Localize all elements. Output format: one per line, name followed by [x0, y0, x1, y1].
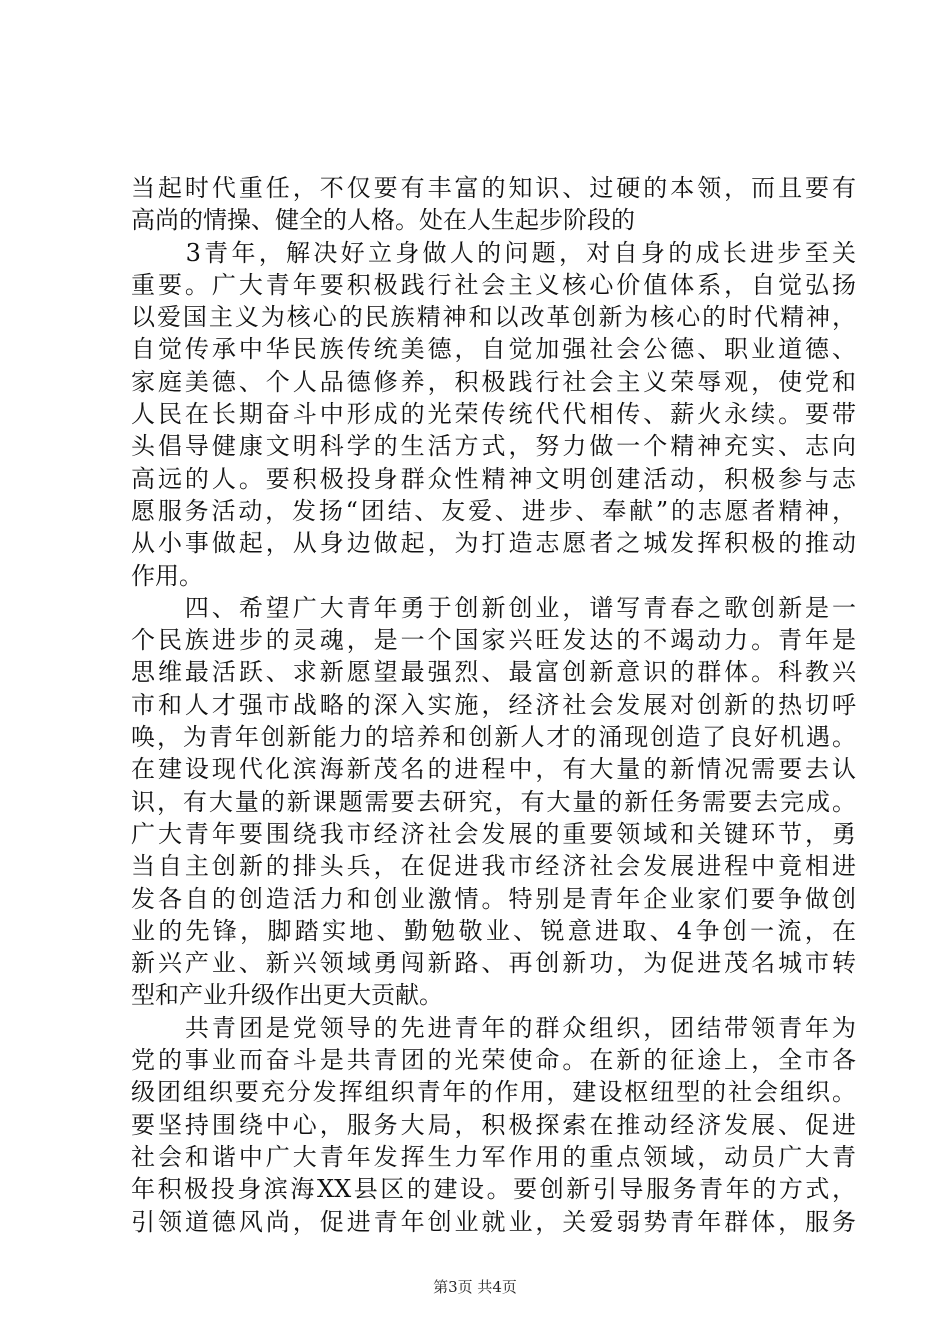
text-line: 高远的人。要积极投身群众性精神文明创建活动，积极参与志: [131, 464, 856, 493]
page-footer: 第3页 共4页: [433, 1278, 517, 1296]
text-line: 思维最活跃、求新愿望最强烈、最富创新意识的群体。科教兴: [131, 658, 856, 687]
text-line: 3青年，解决好立身做人的问题，对自身的成长进步至关: [131, 238, 856, 267]
text-line: 新兴产业、新兴领域勇闯新路、再创新功，为促进茂名城市转: [131, 949, 856, 978]
text-line: 在建设现代化滨海新茂名的进程中，有大量的新情况需要去认: [131, 755, 856, 784]
text-line: 愿服务活动，发扬“团结、友爱、进步、奉献”的志愿者精神，: [131, 496, 856, 525]
text-line: 当起时代重任，不仅要有丰富的知识、过硬的本领，而且要有: [131, 174, 856, 202]
text-line: 社会和谐中广大青年发挥生力军作用的重点领域，动员广大青: [131, 1142, 856, 1171]
text-line: 头倡导健康文明科学的生活方式，努力做一个精神充实、志向: [131, 432, 856, 461]
document-body: [131, 172, 856, 1238]
text-line: 市和人才强市战略的深入实施，经济社会发展对创新的热切呼: [131, 690, 856, 719]
text-line: 以爱国主义为核心的民族精神和以改革创新为核心的时代精神，: [131, 303, 856, 332]
text-line: 作用。: [131, 561, 203, 590]
text-line: 党的事业而奋斗是共青团的光荣使命。在新的征途上，全市各: [131, 1046, 856, 1075]
text-line: 唤，为青年创新能力的培养和创新人才的涌现创造了良好机遇。: [131, 723, 856, 752]
text-line: 识，有大量的新课题需要去研究，有大量的新任务需要去完成。: [131, 787, 856, 816]
text-line: 四、希望广大青年勇于创新创业，谱写青春之歌创新是一: [131, 593, 856, 622]
text-line: 业的先锋，脚踏实地、勤勉敬业、锐意进取、4争创一流，在: [131, 916, 856, 945]
text-line: 级团组织要充分发挥组织青年的作用，建设枢纽型的社会组织。: [131, 1078, 856, 1107]
text-line: 共青团是党领导的先进青年的群众组织，团结带领青年为: [131, 1013, 856, 1042]
text-line: 年积极投身滨海XX县区的建设。要创新引导服务青年的方式，: [131, 1175, 856, 1204]
text-line: 引领道德风尚，促进青年创业就业，关爱弱势青年群体，服务: [131, 1207, 856, 1236]
text-line: 从小事做起，从身边做起，为打造志愿者之城发挥积极的推动: [131, 529, 856, 558]
text-line: 重要。广大青年要积极践行社会主义核心价值体系，自觉弘扬: [131, 270, 856, 299]
text-line: 自觉传承中华民族传统美德，自觉加强社会公德、职业道德、: [131, 335, 856, 364]
text-line: 个民族进步的灵魂，是一个国家兴旺发达的不竭动力。青年是: [131, 626, 856, 655]
text-line: 要坚持围绕中心，服务大局，积极探索在推动经济发展、促进: [131, 1110, 856, 1139]
text-line: 型和产业升级作出更大贡献。: [131, 981, 443, 1010]
text-line: 人民在长期奋斗中形成的光荣传统代代相传、薪火永续。要带: [131, 400, 856, 429]
text-line: 广大青年要围绕我市经济社会发展的重要领域和关键环节，勇: [131, 819, 856, 848]
text-line: 高尚的情操、健全的人格。处在人生起步阶段的: [131, 206, 635, 235]
text-line: 当自主创新的排头兵，在促进我市经济社会发展进程中竟相进: [131, 852, 856, 881]
text-line: 家庭美德、个人品德修养，积极践行社会主义荣辱观，使党和: [131, 367, 856, 396]
text-line: 发各自的创造活力和创业激情。特别是青年企业家们要争做创: [131, 884, 856, 913]
